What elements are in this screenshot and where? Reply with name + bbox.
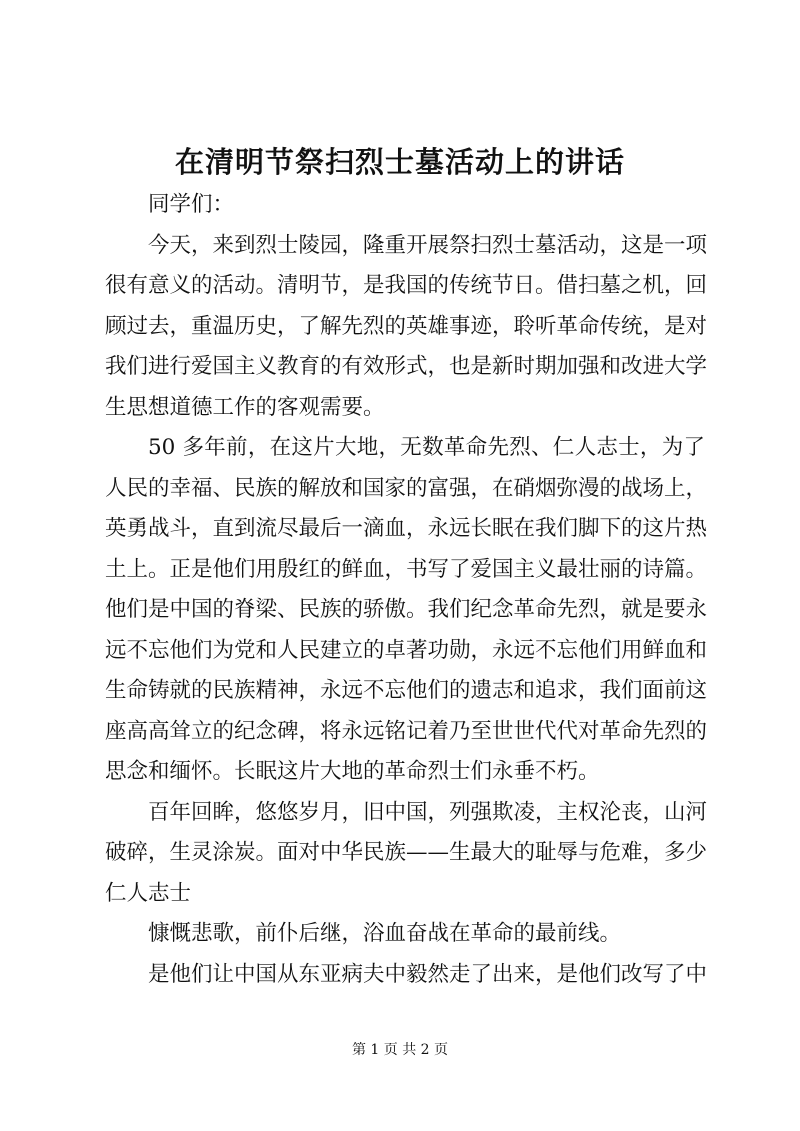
body-line: 生命铸就的民族精神，永远不忘他们的遗志和追求，我们面前这 (105, 678, 708, 703)
body-line: 他们是中国的脊梁、民族的骄傲。我们纪念革命先烈，就是要永 (105, 597, 708, 622)
document-title: 在清明节祭扫烈士墓活动上的讲话 (174, 145, 625, 179)
body-line: 很有意义的活动。清明节，是我国的传统节日。借扫墓之机，回 (105, 273, 708, 298)
body-line: 破碎，生灵涂炭。面对中华民族——生最大的耻辱与危难，多少 (105, 840, 708, 865)
body-line: 我们进行爱国主义教育的有效形式，也是新时期加强和改进大学 (105, 354, 708, 379)
body-line: 仁人志士 (105, 880, 192, 906)
body-line: 英勇战斗，直到流尽最后一滴血，永远长眠在我们脚下的这片热 (105, 516, 708, 541)
body-line: 人民的幸福、民族的解放和国家的富强，在硝烟弥漫的战场上， (105, 475, 708, 501)
page-footer: 第 1 页 共 2 页 (351, 1042, 449, 1058)
body-line: 今天，来到烈士陵园，隆重开展祭扫烈士墓活动，这是一项 (148, 232, 708, 258)
body-line: 同学们： (148, 192, 235, 217)
body-line: 是他们让中国从东亚病夫中毅然走了出来，是他们改写了中 (148, 961, 708, 987)
body-line: 远不忘他们为党和人民建立的卓著功勋，永远不忘他们用鲜血和 (105, 637, 708, 663)
body-line: 座高高耸立的纪念碑，将永远铭记着乃至世世代代对革命先烈的 (105, 718, 708, 744)
body-line: 百年回眸，悠悠岁月，旧中国，列强欺凌，主权沦丧，山河 (148, 799, 708, 825)
body-line: 50 多年前，在这片大地，无数革命先烈、仁人志士，为了 (148, 435, 705, 460)
document-body (105, 185, 708, 995)
body-line: 生思想道德工作的客观需要。 (105, 394, 385, 420)
body-line: 慷慨悲歌，前仆后继，浴血奋战在革命的最前线。 (148, 921, 622, 946)
body-line: 土上。正是他们用殷红的鲜血，书写了爱国主义最壮丽的诗篇。 (105, 556, 708, 582)
body-line: 思念和缅怀。长眠这片大地的革命烈士们永垂不朽。 (105, 759, 600, 784)
body-line: 顾过去，重温历史，了解先烈的英雄事迹，聆听革命传统，是对 (105, 313, 708, 339)
